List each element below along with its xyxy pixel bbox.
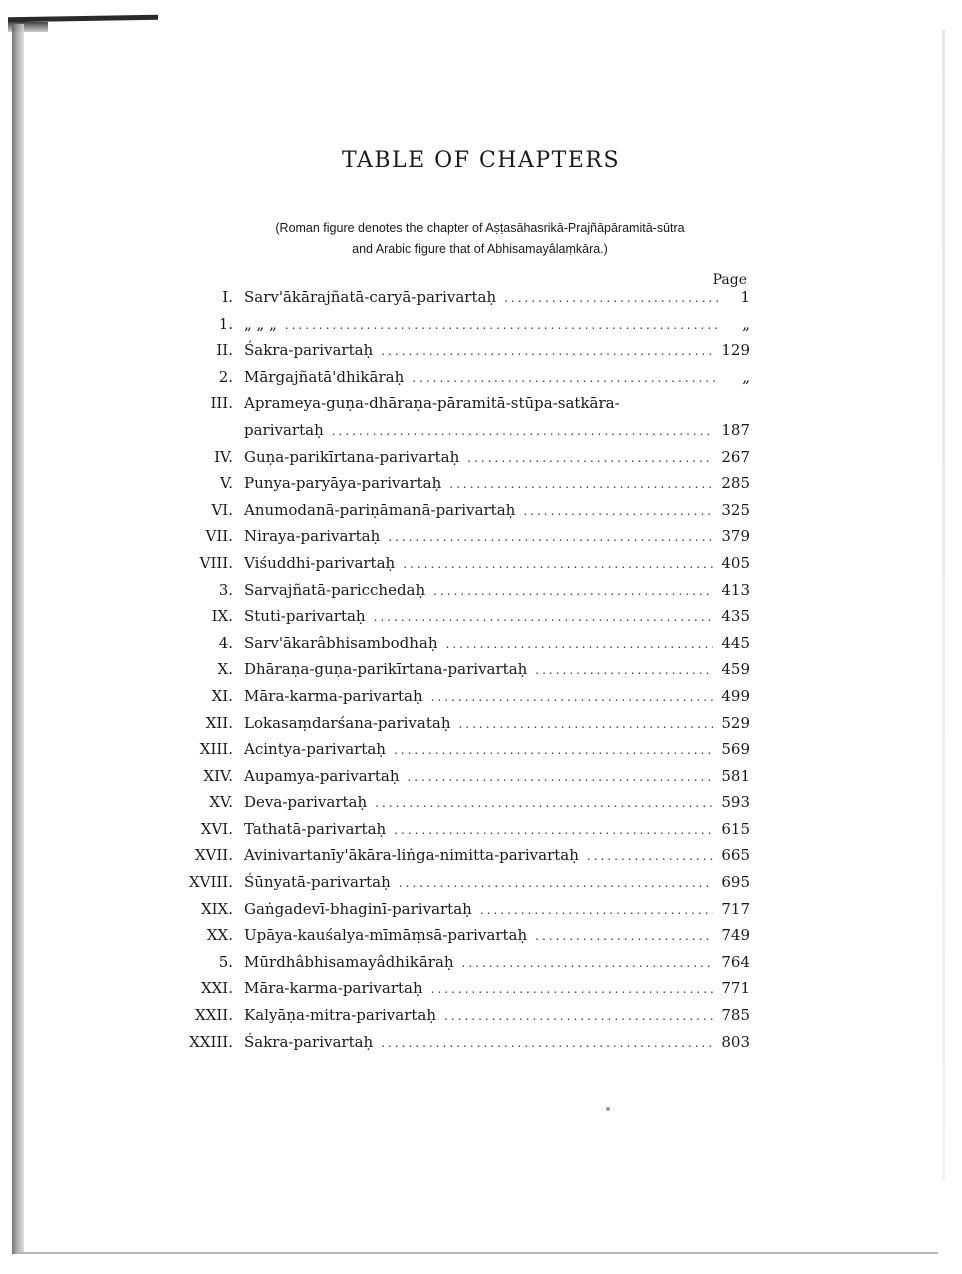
chapter-title: Kalyāṇa-mitra-parivartaḥ <box>244 1006 436 1025</box>
toc-row <box>150 1029 750 1056</box>
scan-bottom-edge <box>18 1252 938 1254</box>
page-number: 325 <box>721 500 750 519</box>
leader-dots <box>403 557 713 571</box>
chapter-title: Guṇa-parikīrtana-parivartaḥ <box>244 447 460 466</box>
leader-dots <box>444 1009 713 1023</box>
chapter-title: Śakra-parivartaḥ <box>244 1032 374 1051</box>
book-binding-edge <box>12 24 24 1254</box>
toc-row <box>150 1002 750 1029</box>
chapter-number: 3. <box>218 580 233 599</box>
chapter-number: 4. <box>218 633 233 652</box>
leader-dots <box>523 504 713 518</box>
chapter-title: Acintya-parivartaḥ <box>244 740 386 759</box>
toc-row <box>150 417 750 444</box>
toc-row <box>150 630 750 657</box>
leader-dots <box>504 291 720 305</box>
toc-row <box>150 975 750 1002</box>
chapter-title: Mūrdhâbhisamayâdhikāraḥ <box>244 952 454 971</box>
chapter-number: XIX. <box>200 899 233 918</box>
leader-dots <box>467 451 713 465</box>
chapter-number: XI. <box>211 686 233 705</box>
page-number: 717 <box>721 899 750 918</box>
leader-dots <box>285 318 720 332</box>
chapter-number: III. <box>210 394 233 413</box>
chapter-number: XIII. <box>199 740 233 759</box>
chapter-number: 1. <box>218 314 233 333</box>
chapter-number: VII. <box>205 527 233 546</box>
chapter-number: XV. <box>209 793 233 812</box>
leader-dots <box>375 796 713 810</box>
toc-row <box>150 949 750 976</box>
chapter-number: IX. <box>211 607 233 626</box>
page-column-header: Page <box>712 272 747 288</box>
page-number: 665 <box>721 846 750 865</box>
leader-dots <box>449 477 713 491</box>
toc-row <box>150 656 750 683</box>
toc-row <box>150 364 750 391</box>
chapter-number: XXIII. <box>189 1032 233 1051</box>
chapter-number: X. <box>217 660 233 679</box>
toc-row <box>150 444 750 471</box>
toc-row <box>150 710 750 737</box>
toc-row <box>150 577 750 604</box>
note-line-1: (Roman figure denotes the chapter of Aṣṭasāhasrikā-Prajñāpāramitā-sūtra <box>275 221 685 235</box>
chapter-number: I. <box>222 288 233 306</box>
chapter-title: „ „ „ <box>244 314 277 333</box>
chapter-number: 2. <box>218 367 233 386</box>
page-number: 435 <box>721 607 750 626</box>
page-number: 803 <box>721 1032 750 1051</box>
leader-dots <box>535 929 713 943</box>
toc-row <box>150 736 750 763</box>
leader-dots <box>399 876 714 890</box>
toc-row <box>150 390 750 417</box>
chapter-title: Avinivartanīy'ākāra-liṅga-nimitta-parivartaḥ <box>244 846 579 865</box>
toc-row <box>150 603 750 630</box>
leader-dots <box>458 717 713 731</box>
page-number: 764 <box>721 952 750 971</box>
chapter-number: V. <box>220 474 233 493</box>
chapter-number: XVI. <box>200 819 233 838</box>
chapter-number: XIV. <box>203 766 233 785</box>
leader-dots <box>433 584 713 598</box>
chapter-number: VIII. <box>199 553 233 572</box>
page-number: 749 <box>721 926 750 945</box>
chapter-number: XX. <box>206 926 233 945</box>
chapter-title: Dhāraṇa-guṇa-parikīrtana-parivartaḥ <box>244 660 528 679</box>
chapter-number: XII. <box>205 713 233 732</box>
toc-row <box>150 311 750 338</box>
page-number: 405 <box>721 553 750 572</box>
chapter-number: 5. <box>218 952 233 971</box>
leader-dots <box>332 424 714 438</box>
toc-row <box>150 284 750 311</box>
page-number: „ <box>742 314 750 333</box>
toc-row <box>150 470 750 497</box>
scan-right-edge <box>942 30 945 1180</box>
chapter-title: Upāya-kauśalya-mīmāṃsā-parivartaḥ <box>244 926 528 945</box>
chapter-title: Aprameya-guṇa-dhāraṇa-pāramitā-stūpa-satkāra- <box>244 394 620 413</box>
page-number: 129 <box>721 341 750 360</box>
page-number: 413 <box>721 580 750 599</box>
toc-row <box>150 789 750 816</box>
leader-dots <box>535 663 713 677</box>
chapter-title: Anumodanā-pariṇāmanā-parivartaḥ <box>244 500 516 519</box>
page-number: 187 <box>721 420 750 439</box>
toc-row <box>150 869 750 896</box>
chapter-title: Māra-karma-parivartaḥ <box>244 979 423 998</box>
page-number: „ <box>742 367 750 386</box>
leader-dots <box>587 849 713 863</box>
table-of-chapters <box>150 284 750 1055</box>
chapter-title: Māra-karma-parivartaḥ <box>244 686 423 705</box>
leader-dots <box>374 610 714 624</box>
page-number: 1 <box>740 288 750 306</box>
page-number: 695 <box>721 873 750 892</box>
note-line-2: and Arabic figure that of Abhisamayâlaṃkāra.) <box>352 242 608 256</box>
toc-row <box>150 842 750 869</box>
toc-row <box>150 523 750 550</box>
leader-dots <box>381 344 713 358</box>
chapter-title: Śūnyatā-parivartaḥ <box>244 873 391 892</box>
chapter-number: XVII. <box>194 846 233 865</box>
toc-row <box>150 763 750 790</box>
page-number: 593 <box>721 793 750 812</box>
page-number: 569 <box>721 740 750 759</box>
page-number: 379 <box>721 527 750 546</box>
chapter-title: Tathatā-parivartaḥ <box>244 819 387 838</box>
ink-speck <box>606 1107 610 1111</box>
chapter-title: Punya-paryāya-parivartaḥ <box>244 474 442 493</box>
page-number: 615 <box>721 819 750 838</box>
page-number: 267 <box>721 447 750 466</box>
page-number: 529 <box>721 713 750 732</box>
leader-dots <box>431 690 714 704</box>
toc-row <box>150 816 750 843</box>
chapter-title: Aupamya-parivartaḥ <box>244 766 400 785</box>
toc-row <box>150 337 750 364</box>
leader-dots <box>388 530 713 544</box>
chapter-number: II. <box>216 341 233 360</box>
chapter-title: Mārgajñatā'dhikāraḥ <box>244 367 405 386</box>
chapter-number: XXII. <box>195 1006 233 1025</box>
leader-dots <box>431 982 714 996</box>
page-number: 581 <box>721 766 750 785</box>
leader-dots <box>394 823 713 837</box>
leader-dots <box>394 743 713 757</box>
chapter-title: Gaṅgadevī-bhaginī-parivartaḥ <box>244 899 472 918</box>
chapter-number: IV. <box>214 447 233 466</box>
leader-dots <box>407 770 713 784</box>
page-number: 771 <box>721 979 750 998</box>
chapter-number: VI. <box>211 500 233 519</box>
chapter-number: XVIII. <box>188 873 233 892</box>
chapter-title: Deva-parivartaḥ <box>244 793 368 812</box>
leader-dots <box>480 903 714 917</box>
page-number: 785 <box>721 1006 750 1025</box>
page-number: 445 <box>721 633 750 652</box>
leader-dots <box>381 1036 713 1050</box>
chapter-title: Sarv'ākarâbhisambodhaḥ <box>244 633 438 652</box>
leader-dots <box>446 637 714 651</box>
toc-row <box>150 497 750 524</box>
chapter-title: Sarv'ākārajñatā-caryā-parivartaḥ <box>244 288 497 306</box>
page-number: 499 <box>721 686 750 705</box>
chapter-title: Stuti-parivartaḥ <box>244 607 366 626</box>
leader-dots <box>462 956 714 970</box>
chapter-title: Sarvajñatā-paricchedaḥ <box>244 580 426 599</box>
chapter-title: Viśuddhi-parivartaḥ <box>244 553 396 572</box>
chapter-title: Śakra-parivartaḥ <box>244 341 374 360</box>
chapter-title: Lokasaṃdarśana-parivataḥ <box>244 713 451 732</box>
toc-row <box>150 896 750 923</box>
page-number: 459 <box>721 660 750 679</box>
chapter-number: XXI. <box>200 979 233 998</box>
toc-row <box>150 922 750 949</box>
chapter-title: Niraya-parivartaḥ <box>244 527 381 546</box>
toc-row <box>150 683 750 710</box>
toc-row <box>150 550 750 577</box>
chapter-title: parivartaḥ <box>244 420 324 439</box>
leader-dots <box>412 371 720 385</box>
page-number: 285 <box>721 474 750 493</box>
page-title: TABLE OF CHAPTERS <box>341 148 621 173</box>
